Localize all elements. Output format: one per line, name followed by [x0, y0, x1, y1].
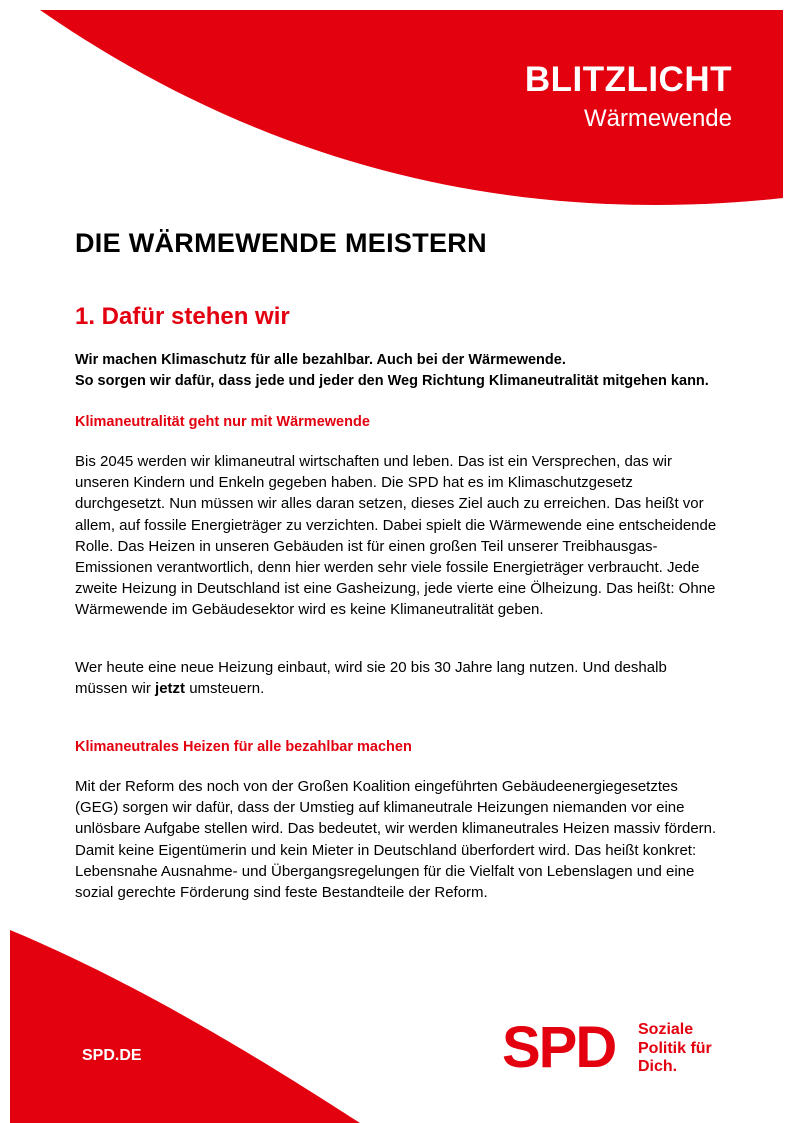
section-title: 1. Dafür stehen wir	[75, 303, 290, 330]
slogan	[638, 1021, 712, 1077]
footer-url[interactable]: SPD.DE	[82, 1047, 142, 1064]
lead-line-1: Wir machen Klimaschutz für alle bezahlbar. Auch bei der Wärmewende.	[75, 352, 566, 368]
emphasis-jetzt: jetzt	[155, 680, 186, 698]
paragraph-heating-now-part1: Wer heute eine neue Heizung einbaut, wird sie 20 bis 30 Jahre lang nutzen. Und deshalb müssen wir	[75, 659, 667, 698]
slogan-line-2: Politik für	[638, 1039, 712, 1057]
paragraph-heating-now-part2: umsteuern.	[185, 680, 265, 698]
subheading-affordable-heating: Klimaneutrales Heizen für alle bezahlbar machen	[75, 739, 412, 755]
paragraph-heating-now	[75, 657, 723, 699]
document-title: DIE WÄRMEWENDE MEISTERN	[75, 228, 487, 258]
header-title: BLITZLICHT	[524, 60, 732, 99]
subheading-climate-neutrality: Klimaneutralität geht nur mit Wärmewende	[75, 414, 370, 430]
lead-text	[75, 350, 735, 392]
footer-banner	[0, 928, 360, 1123]
slogan-line-1: Soziale	[638, 1021, 694, 1038]
spd-logo: SPD	[502, 1015, 616, 1080]
paragraph-geg-reform: Mit der Reform des noch von der Großen Koalition eingeführten Gebäudeenergiegesetztes (GEG) sorgen wir dafür, dass der Umstieg auf klimaneutrale Heizungen niemanden vor eine unlösbare Aufgabe stellen wird. Das bedeutet, wir werden klimaneutrales Heizen massiv fördern. Damit keine Eigentümerin und kein Mieter in Deutschland überfordert wird. Das heißt konkret: Lebensnahe Ausnahme- und Übergangsregelungen für die Vielfalt von Lebenslagen und eine sozial gerechte Förderung sind feste Bestandteile der Reform.	[75, 778, 717, 902]
lead-line-2: So sorgen wir dafür, dass jede und jeder den Weg Richtung Klimaneutralität mitgehen kann.	[75, 373, 709, 389]
slogan-line-3: Dich.	[638, 1058, 678, 1075]
header-text	[525, 58, 732, 136]
header-subtitle: Wärmewende	[583, 105, 732, 132]
paragraph-climate-neutrality: Bis 2045 werden wir klimaneutral wirtschaften und leben. Das ist ein Versprechen, das wir unseren Kindern und Enkeln gegeben haben. Die SPD hat es im Klimaschutzgesetz durchgesetzt. Nun müssen wir alles daran setzen, dieses Ziel auch zu erreichen. Das heißt vor allem, auf fossile Energieträger zu verzichten. Dabei spielt die Wärmewende eine entscheidende Rolle. Das Heizen in unseren Gebäuden ist für einen großen Teil unserer Treibhausgas-Emissionen verantwortlich, denn hier werden sehr viele fossile Energieträger verbraucht. Jede zweite Heizung in Deutschland ist eine Gasheizung, jede vierte eine Ölheizung. Das heißt: Ohne Wärmewende im Gebäudesektor wird es keine Klimaneutralität geben.	[75, 453, 717, 619]
